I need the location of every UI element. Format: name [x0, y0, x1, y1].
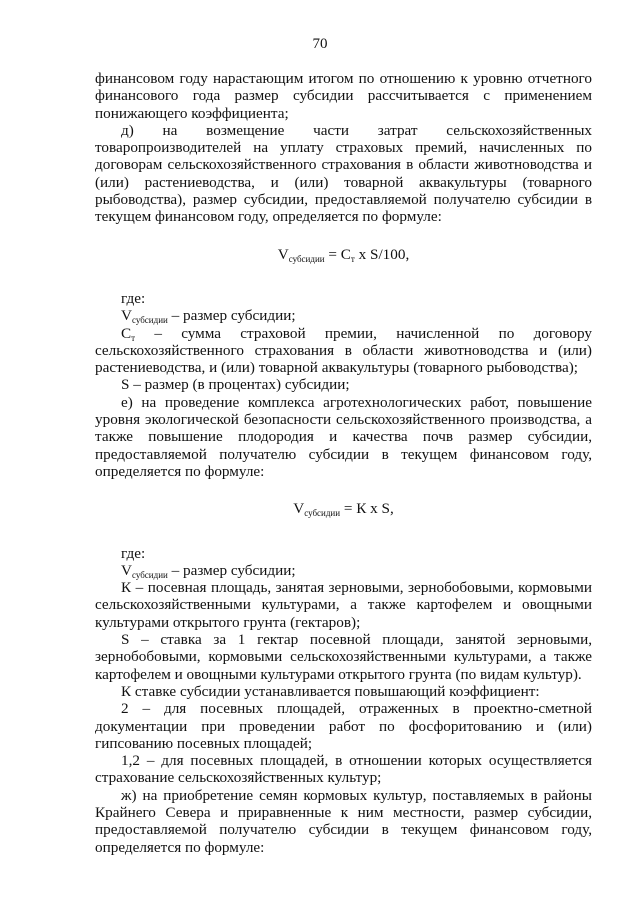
paragraph-item-zh: ж) на приобретение семян кормовых культур, поставляемых в районы Крайнего Севера и приравненные к ним местности, размер субсидии, предоставляемой получателю субсидии в текущем финансовом году, определяется по формуле:: [95, 786, 592, 856]
paragraph-item-e: е) на проведение комплекса агротехнологических работ, повышение уровня экологической безопасности сельскохозяйственного производства, а также повышение плодородия и качества почв размер субсидии, предоставляемой получателю субсидии в текущем финансовом году, определяется по формуле:: [95, 393, 592, 480]
definition-ct: $С_т$ – сумма страховой премии, начисленной по договору сельскохозяйственного страхования в области животноводства и (или) растениеводства, и (или) товарной аквакультуры (товарного рыбоводства);: [95, 324, 592, 377]
where-label-2: где:: [121, 544, 146, 562]
definition-v-subsidy-2: $V_{субсидии}$ – размер субсидии;: [121, 561, 296, 580]
paragraph-coefficient: К ставке субсидии устанавливается повышающий коэффициент:: [121, 682, 540, 700]
definition-s-percent: S – размер (в процентах) субсидии;: [121, 376, 350, 394]
definition-v-subsidy-1: $V_{субсидии}$ – размер субсидии;: [121, 307, 296, 326]
paragraph-continuation: финансовом году нарастающим итогом по отношению к уровню отчетного финансового года размер субсидии рассчитывается с применением понижающего коэффициента;: [95, 70, 592, 122]
formula-insurance-subsidy: $V_{субсидии} = С_т$ x S/100,: [277, 245, 410, 264]
coefficient-1-2: 1,2 – для посевных площадей, в отношении которых осуществляется страхование сельскохозяйственных культур;: [95, 752, 592, 787]
coefficient-2: 2 – для посевных площадей, отраженных в проектно-сметной документации при проведении работ по фосфоритованию и (или) гипсованию посевных площадей;: [95, 700, 592, 752]
definition-s-rate: S – ставка за 1 гектар посевной площади, занятой зерновыми, зернобобовыми, кормовыми сельскохозяйственными культурами, а также картофелем и овощными культурами открытого грунта (по видам культур).: [95, 631, 592, 683]
formula-agrotech-subsidy: $V_{субсидии} = К$ x S,: [293, 500, 394, 519]
page-number: 70: [312, 36, 328, 52]
definition-k-area: К – посевная площадь, занятая зерновыми, зернобобовыми, кормовыми сельскохозяйственными культурами, а также картофелем и овощными культурами открытого грунта (гектаров);: [95, 579, 592, 631]
where-label-1: где:: [121, 289, 146, 307]
text-block: [95, 70, 592, 856]
paragraph-item-d: д) на возмещение части затрат сельскохозяйственных товаропроизводителей на уплату страховых премий, начисленных по договорам сельскохозяйственного страхования в области животноводства и (или) растениеводства, и (или) товарной аквакультуры (товарного рыбоводства), размер субсидии, предоставляемой получателю субсидии в текущем финансовом году, определяется по формуле:: [95, 121, 592, 226]
